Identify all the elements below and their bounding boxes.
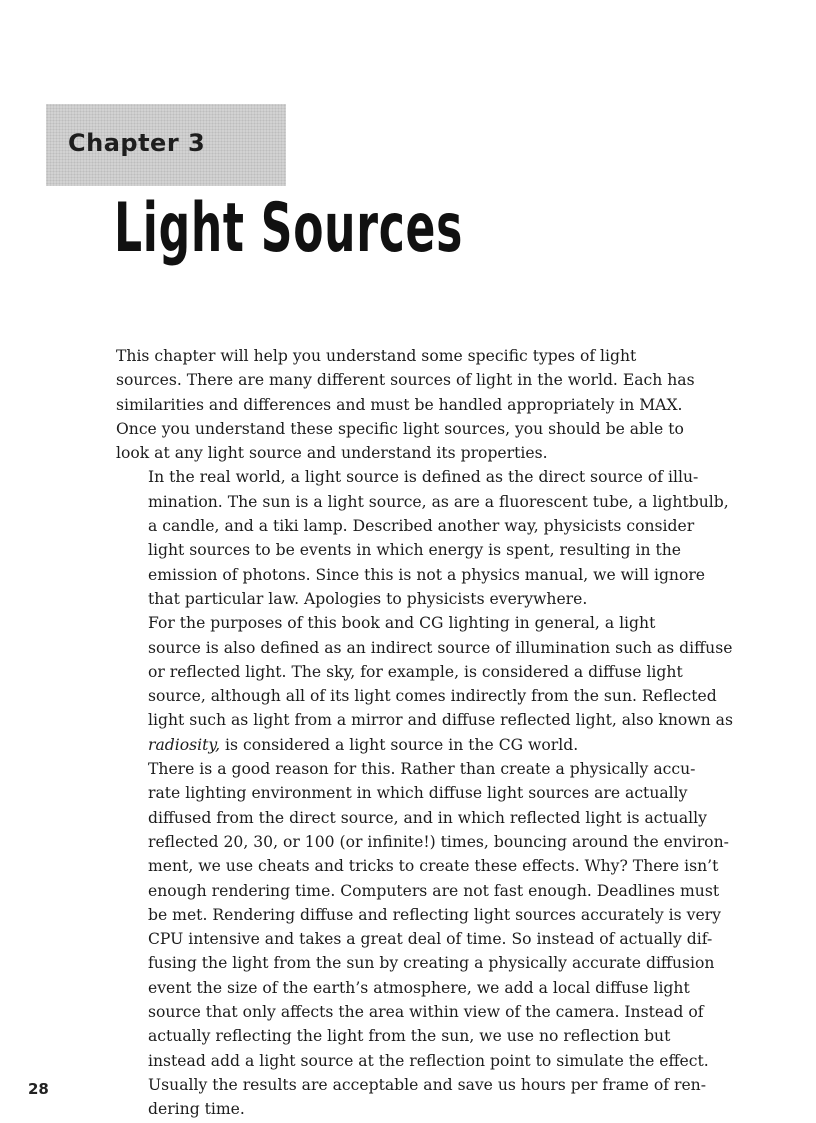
text-line: source that only affects the area within view of the camera. Instead of bbox=[148, 1003, 704, 1022]
radiosity-emphasis: radiosity, bbox=[148, 735, 221, 754]
text-line: CPU intensive and takes a great deal of time. So instead of actually dif- bbox=[148, 930, 713, 949]
text-line: reflected 20, 30, or 100 (or infinite!) times, bouncing around the environ- bbox=[148, 832, 729, 851]
text-line: instead add a light source at the reflection point to simulate the effect. bbox=[148, 1051, 709, 1070]
text-line: dering time. bbox=[148, 1100, 245, 1119]
chapter-label: Chapter 3 bbox=[68, 129, 206, 157]
text-line: actually reflecting the light from the sun, we use no reflection but bbox=[148, 1027, 671, 1046]
text-line: For the purposes of this book and CG lighting in general, a light bbox=[148, 614, 656, 633]
text-line: or reflected light. The sky, for example, is considered a diffuse light bbox=[148, 662, 683, 681]
text-line: a candle, and a tiki lamp. Described another way, physicists consider bbox=[148, 517, 695, 536]
text-line: fusing the light from the sun by creating a physically accurate diffusion bbox=[148, 954, 715, 973]
text-line: be met. Rendering diffuse and reflecting light sources accurately is very bbox=[148, 905, 721, 924]
text-line: Usually the results are acceptable and save us hours per frame of ren- bbox=[148, 1075, 706, 1094]
paragraph-2 bbox=[116, 465, 729, 611]
paragraph-1 bbox=[116, 344, 716, 465]
text-line: emission of photons. Since this is not a physics manual, we will ignore bbox=[148, 565, 706, 584]
text-line: There is a good reason for this. Rather than create a physically accu- bbox=[148, 760, 696, 779]
text-line: source is also defined as an indirect source of illumination such as diffuse bbox=[148, 638, 733, 657]
text-line bbox=[116, 733, 716, 757]
text-line: light sources to be events in which energy is spent, resulting in the bbox=[148, 541, 682, 560]
text-line: source, although all of its light comes indirectly from the sun. Reflected bbox=[148, 687, 717, 706]
paragraph-4 bbox=[116, 757, 729, 1121]
text-line: sources. There are many different sources of light in the world. Each has bbox=[116, 371, 695, 390]
text-line: rate lighting environment in which diffuse light sources are actually bbox=[148, 784, 688, 803]
text-line-rest: is considered a light source in the CG world. bbox=[220, 735, 579, 754]
text-line: light such as light from a mirror and diffuse reflected light, also known as bbox=[148, 711, 733, 730]
page-number: 28 bbox=[28, 1080, 49, 1098]
text-line: ment, we use cheats and tricks to create these effects. Why? There isn’t bbox=[148, 857, 719, 876]
body-text bbox=[116, 344, 733, 1122]
text-line: Once you understand these specific light sources, you should be able to bbox=[116, 419, 684, 438]
chapter-title: Light Sources bbox=[114, 189, 464, 268]
text-line: enough rendering time. Computers are not fast enough. Deadlines must bbox=[148, 881, 720, 900]
paragraph-3 bbox=[116, 611, 733, 757]
chapter-label-box bbox=[46, 104, 286, 186]
text-line: similarities and differences and must be handled appropriately in MAX. bbox=[116, 395, 683, 414]
text-line: event the size of the earth’s atmosphere, we add a local diffuse light bbox=[148, 978, 690, 997]
text-line: In the real world, a light source is defined as the direct source of illu- bbox=[148, 468, 699, 487]
text-line: that particular law. Apologies to physicists everywhere. bbox=[148, 589, 588, 608]
text-line: diffused from the direct source, and in which reflected light is actually bbox=[148, 808, 707, 827]
text-line: This chapter will help you understand some specific types of light bbox=[116, 347, 637, 365]
text-line: mination. The sun is a light source, as are a fluorescent tube, a lightbulb, bbox=[148, 492, 729, 511]
text-line: look at any light source and understand its properties. bbox=[116, 444, 548, 463]
